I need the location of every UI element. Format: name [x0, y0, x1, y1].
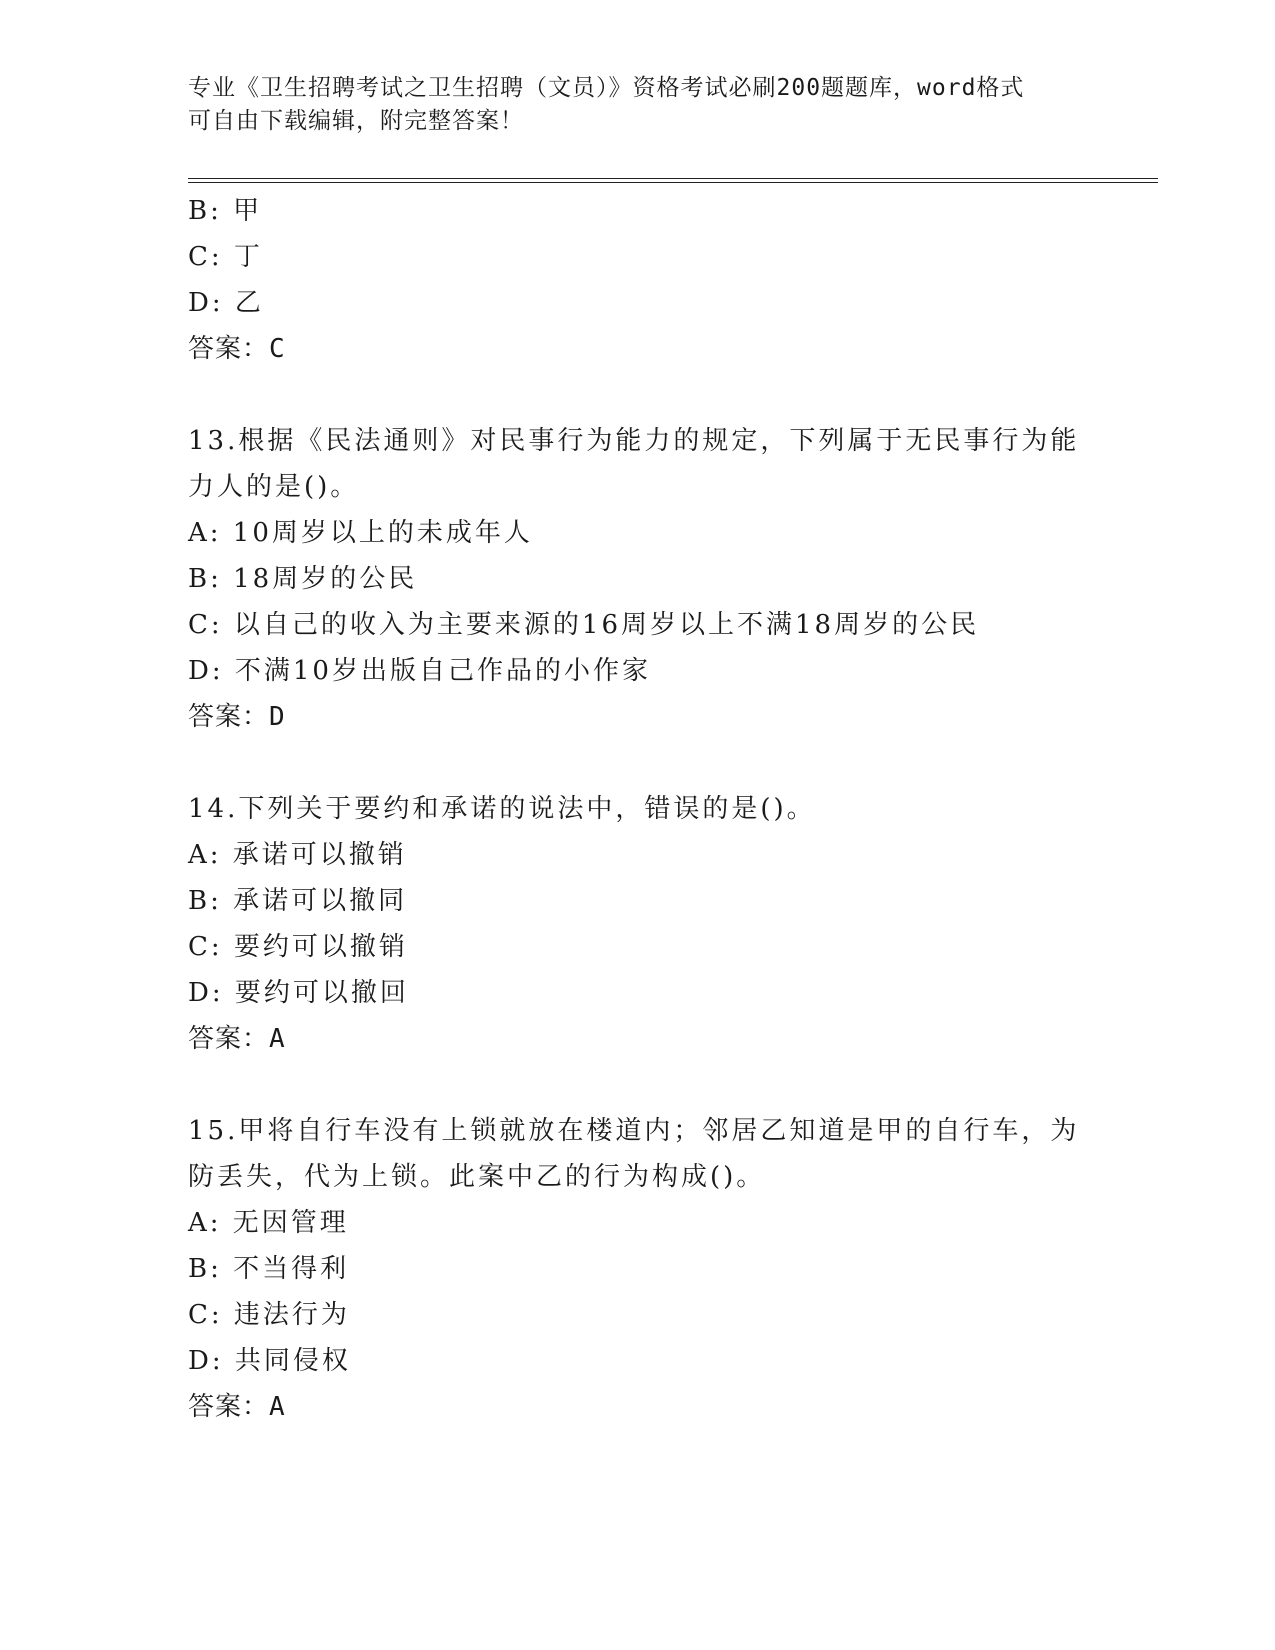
question-text: 14.下列关于要约和承诺的说法中，错误的是()。 — [188, 794, 816, 824]
answer: 答案：D — [188, 702, 286, 732]
question-15 — [188, 1108, 1088, 1430]
option-d: D: 共同侵权 — [188, 1346, 351, 1376]
option-a: A: 承诺可以撤销 — [188, 840, 407, 870]
header-line-2: 可自由下载编辑，附完整答案！ — [188, 108, 524, 134]
option-c: C: 以自己的收入为主要来源的16周岁以上不满18周岁的公民 — [188, 610, 980, 640]
question-14 — [188, 786, 1088, 1062]
spacer — [188, 1062, 1088, 1108]
option-c: C: 违法行为 — [188, 1300, 350, 1330]
question-list — [188, 188, 1088, 1430]
question-12-continued — [188, 188, 1088, 372]
option-d: D: 不满10岁出版自己作品的小作家 — [188, 656, 651, 686]
option-b: B: 18周岁的公民 — [188, 564, 418, 594]
spacer — [188, 740, 1088, 786]
question-13 — [188, 418, 1088, 740]
option-b: B: 甲 — [188, 196, 263, 226]
option-d: D: 乙 — [188, 288, 264, 318]
header-divider — [188, 178, 1158, 183]
answer: 答案：C — [188, 334, 286, 364]
option-c: C: 丁 — [188, 242, 263, 272]
option-b: B: 承诺可以撤同 — [188, 886, 408, 916]
option-d: D: 要约可以撤回 — [188, 978, 409, 1008]
answer: 答案：A — [188, 1392, 286, 1422]
answer: 答案：A — [188, 1024, 286, 1054]
option-b: B: 不当得利 — [188, 1254, 350, 1284]
option-a: A: 10周岁以上的未成年人 — [188, 518, 533, 548]
option-c: C: 要约可以撤销 — [188, 932, 408, 962]
question-text: 15.甲将自行车没有上锁就放在楼道内；邻居乙知道是甲的自行车，为防丢失，代为上锁。此案中乙的行为构成()。 — [188, 1116, 1080, 1192]
header-line-1: 专业《卫生招聘考试之卫生招聘（文员）》资格考试必刷200题题库，word格式 — [188, 75, 1025, 101]
option-a: A: 无因管理 — [188, 1208, 349, 1238]
question-text: 13.根据《民法通则》对民事行为能力的规定，下列属于无民事行为能力人的是()。 — [188, 426, 1080, 502]
document-header — [188, 72, 1068, 138]
spacer — [188, 372, 1088, 418]
